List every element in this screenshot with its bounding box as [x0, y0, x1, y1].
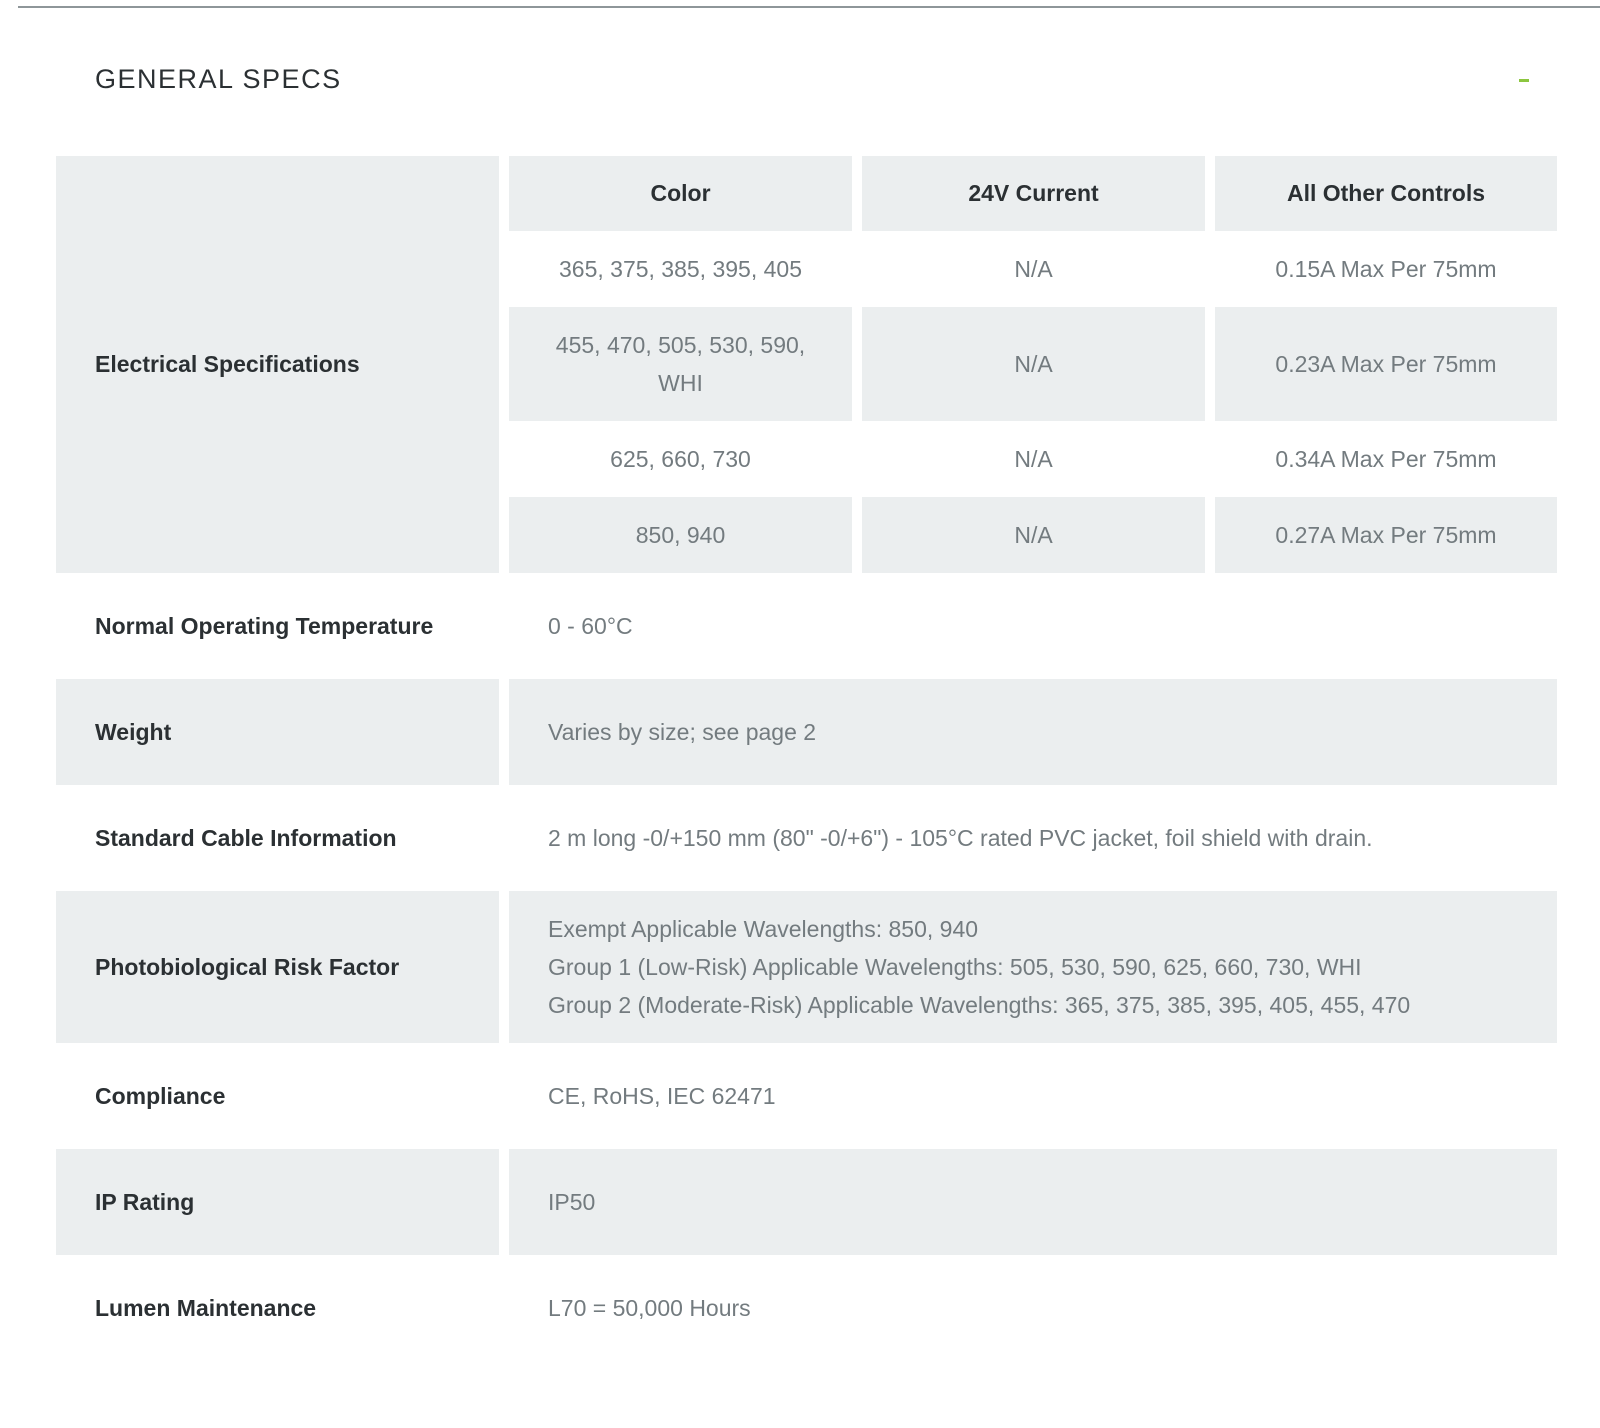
electrical-header-other-controls: All Other Controls: [1215, 156, 1557, 231]
electrical-row-3-24v-current: N/A: [1014, 446, 1053, 472]
electrical-row-4-24v-current: N/A: [862, 497, 1205, 573]
spec-label-ip-rating: IP Rating: [56, 1149, 499, 1255]
electrical-row-4-color: 850, 940: [509, 497, 852, 573]
spec-value-ip-rating: IP50: [509, 1149, 1557, 1255]
electrical-row-2-color: 455, 470, 505, 530, 590, WHI: [509, 307, 852, 421]
top-divider: [18, 6, 1600, 8]
spec-label-lumen: Lumen Maintenance: [95, 1294, 317, 1321]
photobiological-line-exempt: Exempt Applicable Wavelengths: 850, 940: [548, 916, 979, 942]
electrical-header-color: Color: [509, 156, 852, 231]
spec-value-compliance: CE, RoHS, IEC 62471: [548, 1082, 776, 1109]
spec-label-photobiological: Photobiological Risk Factor: [56, 891, 499, 1043]
photobiological-line-group-1: Group 1 (Low-Risk) Applicable Wavelengths: 505, 530, 590, 625, 660, 730, WHI: [548, 954, 1362, 980]
spec-value-lumen: L70 = 50,000 Hours: [548, 1294, 751, 1321]
electrical-row-4-other-controls: 0.27A Max Per 75mm: [1215, 497, 1557, 573]
spec-label-cable: Standard Cable Information: [95, 824, 397, 851]
electrical-row-2-other-controls: 0.23A Max Per 75mm: [1215, 307, 1557, 421]
electrical-row-3-color: 625, 660, 730: [610, 446, 751, 472]
spec-label-weight: Weight: [56, 679, 499, 785]
electrical-row-3-other-controls: 0.34A Max Per 75mm: [1275, 446, 1497, 472]
collapse-toggle-button[interactable]: [1510, 62, 1538, 98]
electrical-row-1-color: 365, 375, 385, 395, 405: [559, 256, 802, 282]
electrical-header-24v-current: 24V Current: [862, 156, 1205, 231]
spec-label-compliance: Compliance: [95, 1082, 226, 1109]
electrical-row-1-24v-current: N/A: [1014, 256, 1053, 282]
spec-value-temperature: 0 - 60°C: [548, 612, 633, 639]
spec-label-temperature: Normal Operating Temperature: [95, 612, 434, 639]
photobiological-line-group-2: Group 2 (Moderate-Risk) Applicable Wavelengths: 365, 375, 385, 395, 405, 455, 470: [548, 992, 1411, 1018]
section-title: GENERAL SPECS: [95, 64, 342, 94]
spec-value-cable: 2 m long -0/+150 mm (80" -0/+6") - 105°C rated PVC jacket, foil shield with drain.: [548, 824, 1373, 851]
spec-label-electrical: Electrical Specifications: [56, 156, 499, 573]
spec-value-weight: Varies by size; see page 2: [509, 679, 1557, 785]
electrical-row-1-other-controls: 0.15A Max Per 75mm: [1275, 256, 1497, 282]
spec-value-photobiological: [509, 891, 1557, 1043]
minus-icon: [1519, 79, 1529, 82]
electrical-row-2-24v-current: N/A: [862, 307, 1205, 421]
